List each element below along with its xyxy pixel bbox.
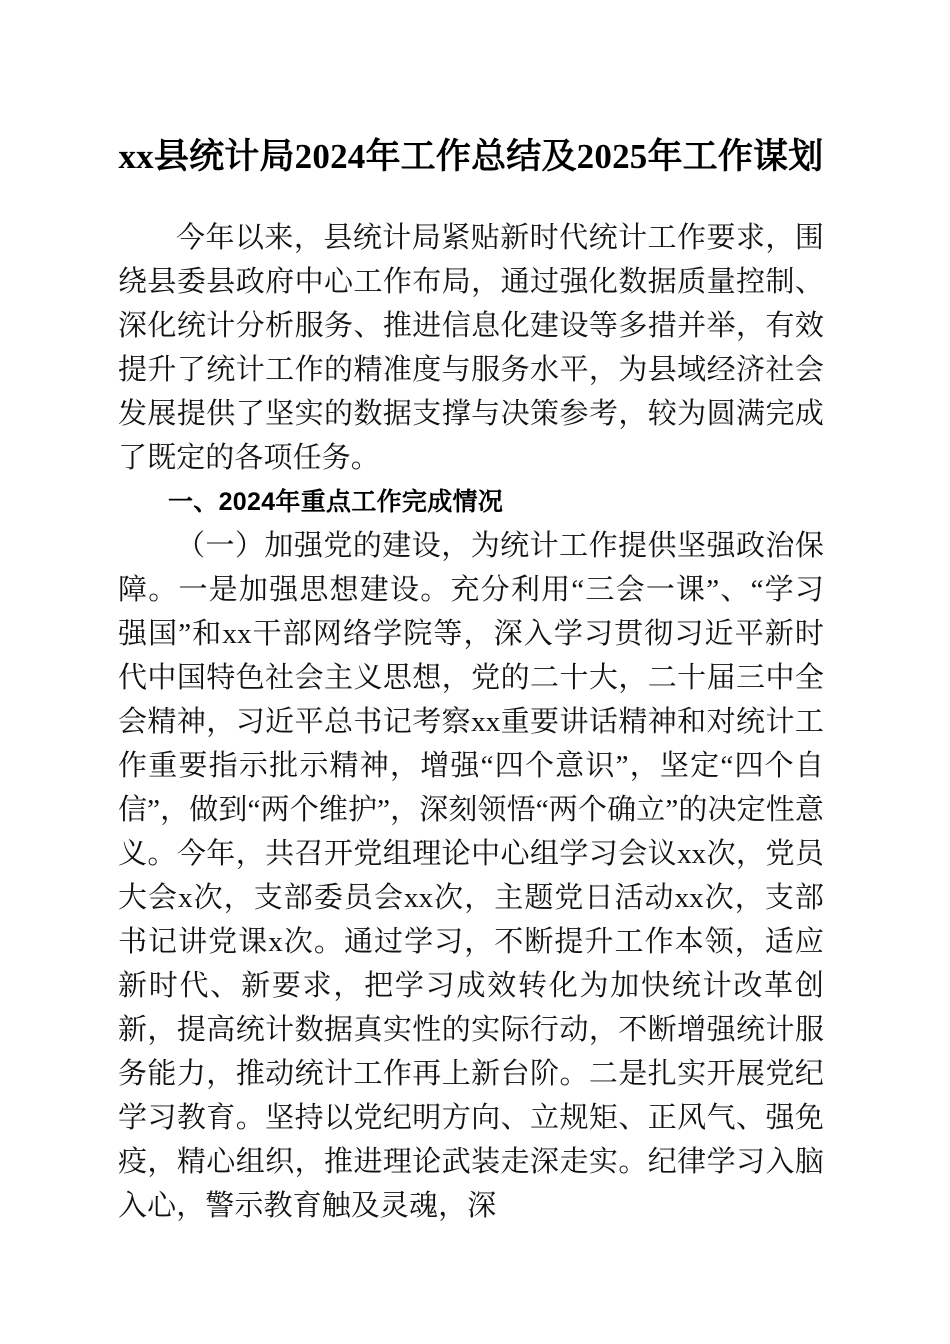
section-heading-1: 一、2024年重点工作完成情况 [168,488,504,516]
page-content [118,0,824,1228]
section-1-paragraph-1: （一）加强党的建设，为统计工作提供坚强政治保障。一是加强思想建设。充分利用“三会一课”、“学习强国”和xx干部网络学院等，深入学习贯彻习近平新时代中国特色社会主义思想，党的二十大，二十届三中全会精神，习近平总书记考察xx重要讲话精神和对统计工作重要指示批示精神，增强“四个意识”，坚定“四个自信”，做到“两个维护”，深刻领悟“两个确立”的决定性意义。今年，共召开党组理论中心组学习会议xx次，党员大会x次，支部委员会xx次，主题党日活动xx次，支部书记讲党课x次。通过学习，不断提升工作本领，适应新时代、新要求，把学习成效转化为加快统计改革创新，提高统计数据真实性的实际行动，不断增强统计服务能力，推动统计工作再上新台阶。二是扎实开展党纪学习教育。坚持以党纪明方向、立规矩、正风气、强免疫，精心组织，推进理论武装走深走实。纪律学习入脑入心，警示教育触及灵魂，深 [118,530,824,1222]
intro-paragraph: 今年以来，县统计局紧贴新时代统计工作要求，围绕县委县政府中心工作布局，通过强化数据质量控制、深化统计分析服务、推进信息化建设等多措并举，有效提升了统计工作的精准度与服务水平，为县域经济社会发展提供了坚实的数据支撑与决策参考，较为圆满完成了既定的各项任务。 [118,222,824,474]
title-body-spacer [118,180,824,216]
document-title: xx县统计局2024年工作总结及2025年工作谋划 [118,137,824,176]
